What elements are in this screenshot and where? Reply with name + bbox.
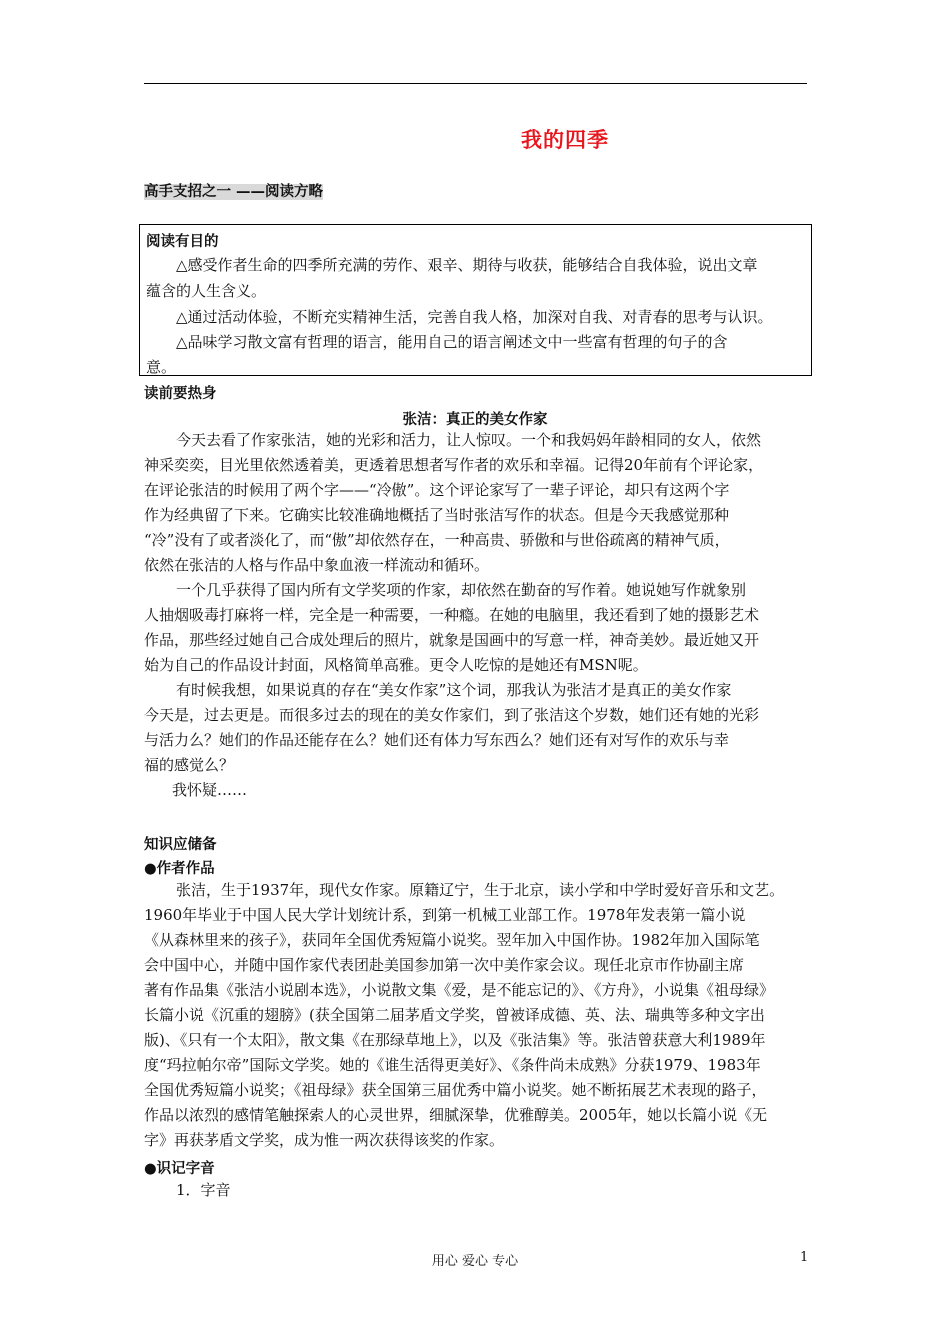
article-line: 作为经典留了下来。它确实比较准确地概括了当时张洁写作的状态。但是今天我感觉那种 — [144, 506, 730, 524]
article-line: 福的感觉么？ — [144, 756, 235, 774]
article-line: 今天去看了作家张洁，她的光彩和活力，让人惊叹。一个和我妈妈年龄相同的女人，依然 — [176, 431, 762, 449]
page-title: 我的四季 — [521, 128, 609, 152]
section-heading-reading-strategy — [144, 180, 323, 201]
article-line: 与活力么？她们的作品还能存在么？她们还有体力写东西么？她们还有对写作的欢乐与幸 — [144, 731, 730, 749]
author-line: 版)、《只有一个太阳》，散文集《在那绿草地上》，以及《张洁集》等。张洁曾获意大利1989年 — [144, 1031, 766, 1049]
goal-line: △通过活动体验，不断充实精神生活，完善自我人格，加深对自我、对青春的思考与认识。 — [176, 308, 773, 326]
goal-line: △品味学习散文富有哲理的语言，能用自己的语言阐述文中一些富有哲理的句子的含 — [176, 333, 728, 351]
article-line: 作品，那些经过她自己合成处理后的照片，就象是国画中的写意一样，神奇美妙。最近她又开 — [144, 631, 760, 649]
page-number: 1 — [800, 1250, 809, 1265]
article-line: 今天是，过去更是。而很多过去的现在的美女作家们，到了张洁这个岁数，她们还有她的光彩 — [144, 706, 760, 724]
article-subtitle: 张洁：真正的美女作家 — [402, 412, 548, 428]
author-line: 长篇小说《沉重的翅膀》(获全国第二届茅盾文学奖，曾被译成德、英、法、瑞典等多种文字出 — [144, 1006, 765, 1024]
goal-line: 蕴含的人生含义。 — [146, 282, 267, 300]
pronunciation-item: 1．字音 — [176, 1181, 231, 1199]
reading-goals-heading: 阅读有目的 — [146, 234, 219, 250]
article-line: 神采奕奕，目光里依然透着美，更透着思想者写作者的欢乐和幸福。记得20年前有个评论家， — [144, 456, 764, 474]
author-line: 著有作品集《张洁小说剧本选》，小说散文集《爱，是不能忘记的》、《方舟》，小说集《祖母绿》 — [144, 981, 775, 999]
author-line: 作品以浓烈的感情笔触探索人的心灵世界，细腻深挚，优雅醇美。2005年，她以长篇小说《无 — [144, 1106, 768, 1124]
author-line: 会中国中心，并随中国作家代表团赴美国参加第一次中美作家会议。现任北京市作协副主席 — [144, 956, 745, 974]
section-heading-text: 高手支招之一 ——阅读方略 — [144, 184, 324, 200]
article-line: 人抽烟吸毒打麻将一样，完全是一种需要，一种瘾。在她的电脑里，我还看到了她的摄影艺术 — [144, 606, 760, 624]
page-footer: 用心 爱心 专心 — [431, 1254, 519, 1269]
author-line: 字》再获茅盾文学奖，成为惟一两次获得该奖的作家。 — [144, 1131, 505, 1149]
author-line: 全国优秀短篇小说奖；《祖母绿》获全国第三届优秀中篇小说奖。她不断拓展艺术表现的路子， — [144, 1081, 767, 1099]
pronunciation-heading: ●识记字音 — [144, 1161, 215, 1177]
header-rule — [144, 83, 807, 84]
article-line: 依然在张洁的人格与作品中象血液一样流动和循环。 — [144, 556, 490, 574]
author-line: 《从森林里来的孩子》，获同年全国优秀短篇小说奖。翌年加入中国作协。1982年加入国际笔 — [144, 931, 760, 949]
warmup-heading: 读前要热身 — [144, 386, 217, 402]
author-works-heading: ●作者作品 — [144, 861, 215, 877]
article-line: 始为自己的作品设计封面，风格简单高雅。更令人吃惊的是她还有MSN呢。 — [144, 656, 648, 674]
knowledge-heading: 知识应储备 — [144, 837, 217, 853]
article-line: 在评论张洁的时候用了两个字——“冷傲”。这个评论家写了一辈子评论，却只有这两个字 — [144, 481, 730, 499]
goal-line: △感受作者生命的四季所充满的劳作、艰辛、期待与收获，能够结合自我体验，说出文章 — [176, 256, 758, 274]
author-line: 1960年毕业于中国人民大学计划统计系，到第一机械工业部工作。1978年发表第一篇小说 — [144, 906, 746, 924]
author-line: 度“玛拉帕尔帝”国际文学奖。她的《谁生活得更美好》、《条件尚未成熟》分获1979、1983年 — [144, 1056, 761, 1074]
article-line: “冷”没有了或者淡化了，而“傲”却依然存在，一种高贵、骄傲和与世俗疏离的精神气质， — [144, 531, 730, 549]
reading-goals-box — [139, 224, 812, 376]
article-line: 有时候我想，如果说真的存在“美女作家”这个词，那我认为张洁才是真正的美女作家 — [176, 681, 732, 699]
author-line: 张洁，生于1937年，现代女作家。原籍辽宁，生于北京，读小学和中学时爱好音乐和文艺。 — [176, 881, 785, 899]
article-line: 我怀疑…… — [172, 781, 248, 799]
article-line: 一个几乎获得了国内所有文学奖项的作家，却依然在勤奋的写作着。她说她写作就象别 — [176, 581, 747, 599]
goal-line: 意。 — [146, 358, 177, 376]
